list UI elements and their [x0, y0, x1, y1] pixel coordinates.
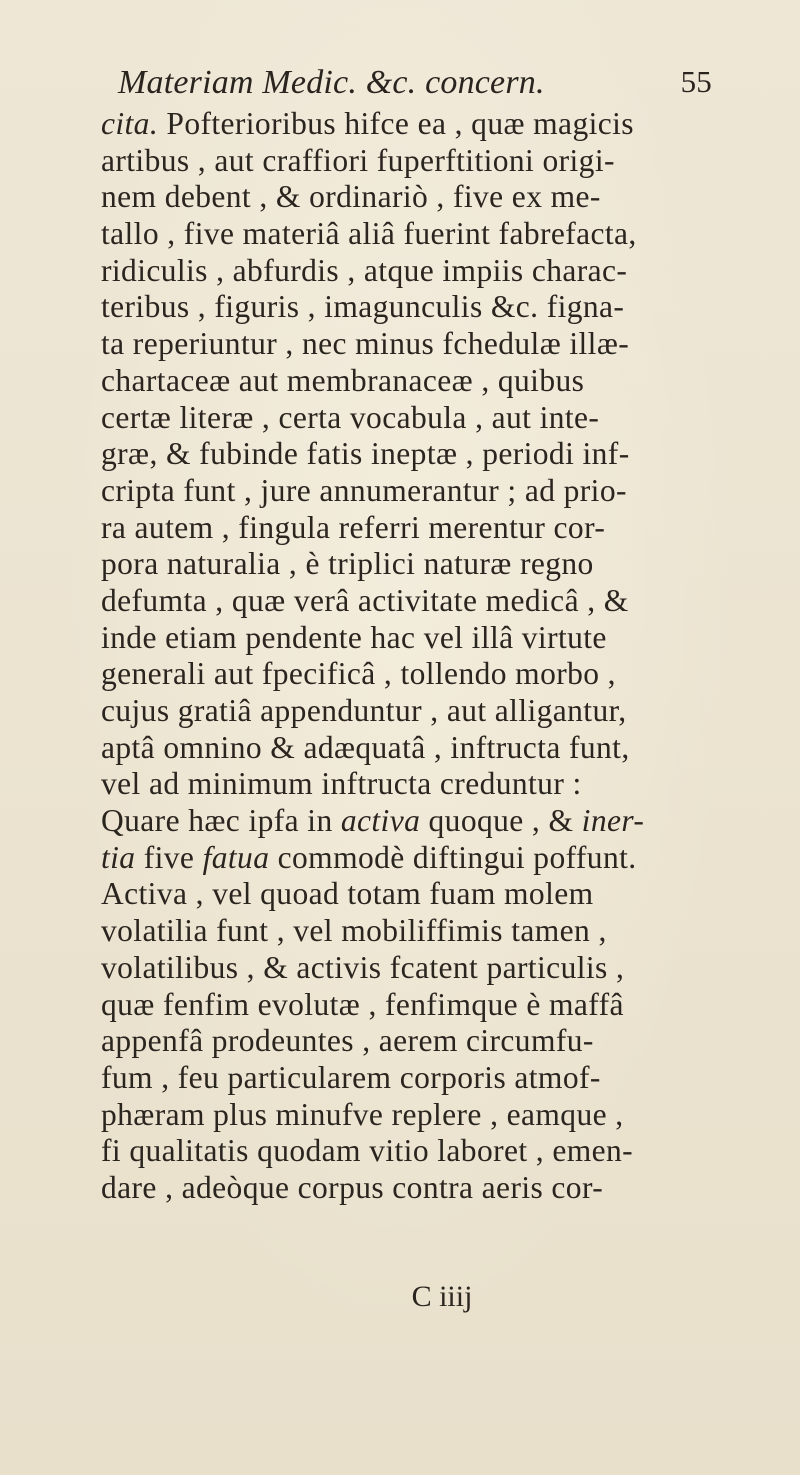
- text-segment: Pofterioribus hifce ea , quæ magicis: [158, 106, 634, 141]
- text-segment: five: [135, 839, 203, 875]
- body-text: [101, 106, 731, 1207]
- text-segment: defumta , quæ verâ activitate medicâ , &: [101, 582, 629, 618]
- text-segment: ra autem , fingula referri merentur cor-: [101, 509, 606, 545]
- text-segment: teribus , figuris , imagunculis &c. figna-: [101, 289, 625, 325]
- text-line: [101, 1133, 731, 1170]
- text-line: [101, 583, 731, 620]
- text-line: [101, 950, 731, 987]
- text-line: [101, 400, 731, 437]
- text-segment: volatilia funt , vel mobiliffimis tamen ,: [101, 913, 607, 949]
- text-segment: græ, & fubinde fatis ineptæ , periodi inf-: [101, 436, 630, 472]
- italic-text-segment: tia: [101, 839, 136, 875]
- text-line: [101, 1060, 731, 1097]
- text-segment: ridiculis , abfurdis , atque impiis charac-: [101, 252, 628, 288]
- page-header: [118, 64, 720, 104]
- text-segment: volatilibus , & activis fcatent particulis ,: [101, 949, 625, 985]
- italic-text-segment: iner-: [581, 803, 645, 839]
- text-line: [101, 693, 731, 730]
- text-line: [101, 510, 731, 547]
- italic-text-segment: cita.: [101, 106, 159, 141]
- text-segment: artibus , aut craffiori fuperftitioni origi-: [101, 142, 615, 178]
- text-line: [101, 840, 731, 877]
- text-segment: inde etiam pendente hac vel illâ virtute: [101, 619, 607, 655]
- text-line: [101, 436, 731, 473]
- italic-text-segment: activa: [340, 803, 421, 839]
- text-segment: appenfâ prodeuntes , aerem circumfu-: [101, 1023, 594, 1059]
- text-line: [101, 656, 731, 693]
- text-segment: cripta funt , jure annumerantur ; ad prio-: [101, 472, 627, 508]
- text-segment: commodè diftingui poffunt.: [269, 839, 637, 875]
- text-segment: ta reperiuntur , nec minus fchedulæ illæ-: [101, 326, 630, 362]
- text-line: [101, 216, 731, 253]
- signature-mark: [0, 1280, 800, 1314]
- text-segment: aptâ omnino & adæquatâ , inftructa funt,: [101, 729, 630, 765]
- text-line: [101, 143, 731, 180]
- text-segment: cujus gratiâ appenduntur , aut alligantur,: [101, 693, 627, 728]
- italic-text-segment: fatua: [202, 839, 270, 875]
- text-segment: vel ad minimum inftructa creduntur :: [101, 766, 582, 802]
- text-line: [101, 913, 731, 950]
- text-segment: Activa , vel quoad totam fuam molem: [101, 876, 594, 912]
- text-line: [101, 987, 731, 1024]
- text-segment: quoque , &: [420, 803, 582, 839]
- text-line: [101, 253, 731, 290]
- text-line: [101, 1170, 731, 1207]
- text-line: [101, 876, 731, 913]
- page-number: 55: [680, 64, 712, 99]
- signature-text: C iiij: [411, 1280, 473, 1313]
- text-segment: Quare hæc ipfa in: [101, 803, 341, 839]
- text-line: [101, 473, 731, 510]
- text-line: [101, 326, 731, 363]
- text-segment: certæ literæ , certa vocabula , aut inte-: [101, 399, 600, 435]
- text-segment: generali aut fpecificâ , tollendo morbo ,: [101, 656, 616, 692]
- text-segment: pora naturalia , è triplici naturæ regno: [101, 546, 594, 582]
- text-line: [101, 730, 731, 767]
- text-line: [101, 546, 731, 583]
- text-segment: dare , adeòque corpus contra aeris cor-: [101, 1169, 604, 1205]
- text-line: [101, 766, 731, 803]
- text-segment: fi qualitatis quodam vitio laboret , emen-: [101, 1133, 634, 1169]
- text-segment: fum , feu particularem corporis atmof-: [101, 1059, 601, 1095]
- text-line: [101, 803, 731, 840]
- running-title: Materiam Medic. &c. concern.: [118, 64, 545, 101]
- text-line: [101, 106, 731, 143]
- text-line: [101, 1023, 731, 1060]
- text-segment: nem debent , & ordinariò , five ex me-: [101, 179, 601, 215]
- text-segment: chartaceæ aut membranaceæ , quibus: [101, 362, 585, 398]
- text-line: [101, 620, 731, 657]
- text-line: [101, 1097, 731, 1134]
- text-line: [101, 179, 731, 216]
- text-segment: quæ fenfim evolutæ , fenfimque è maffâ: [101, 986, 624, 1022]
- text-segment: phæram plus minufve replere , eamque ,: [101, 1096, 624, 1132]
- text-line: [101, 289, 731, 326]
- text-segment: tallo , five materiâ aliâ fuerint fabrefacta,: [101, 216, 637, 252]
- text-line: [101, 363, 731, 400]
